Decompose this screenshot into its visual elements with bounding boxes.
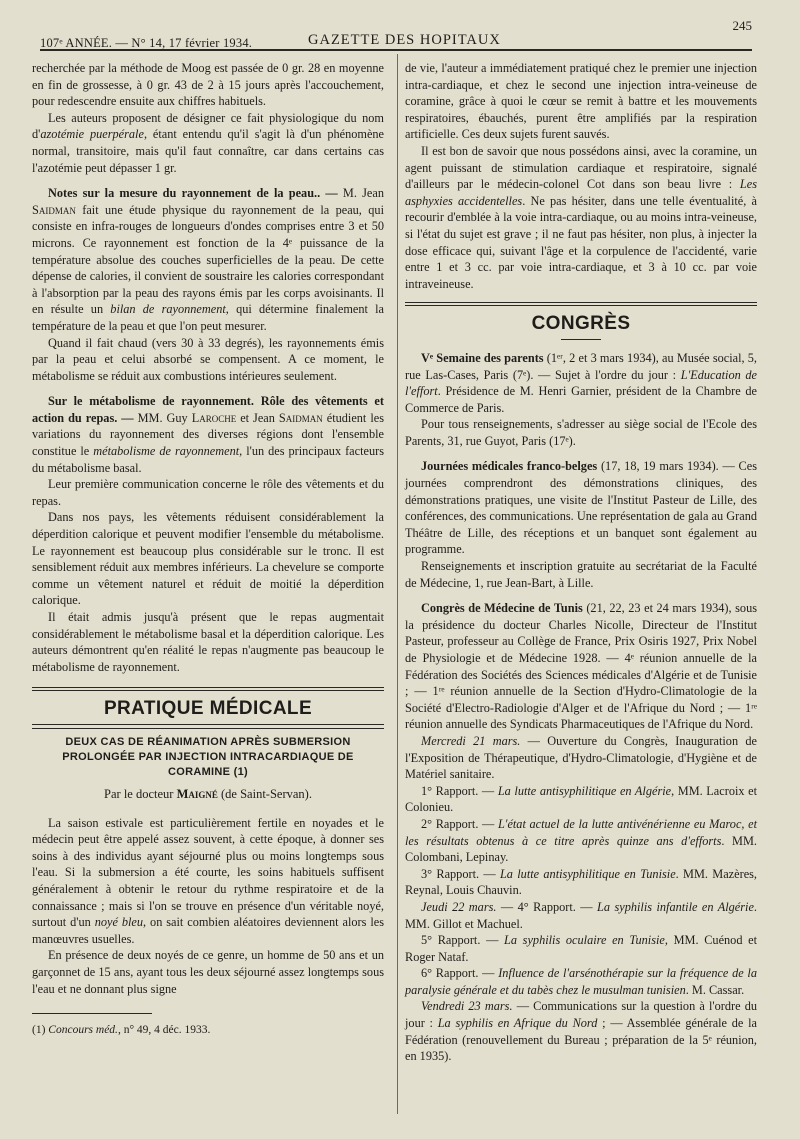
- page-number: 245: [732, 18, 752, 33]
- paragraph: En présence de deux noyés de ce genre, un homme de 50 ans et un garçonnet de 15 ans, ayant tous les deux séjourné assez longtemps sous l'eau et ne donnant plus signe: [32, 948, 384, 996]
- section-rule: [405, 302, 757, 306]
- paragraph: Jeudi 22 mars. — 4° Rapport. — La syphilis infantile en Algérie. MM. Gillot et Machuel.: [405, 899, 757, 931]
- paragraph: Vᵉ Semaine des parents (1ᵉʳ, 2 et 3 mars 1934), au Musée social, 5, rue Las-Cases, Paris (7ᵉ). — Sujet à l'ordre du jour : L'Education de l'effort. Présidence de M. Henri Garnier, président de la Chambre de Commerce de Paris.: [405, 350, 758, 415]
- paragraph: Journées médicales franco-belges (17, 18, 19 mars 1934). — Ces journées comprendront des démonstrations cliniques, des démonstrations pratiques, une visite de l'Institut Pasteur de Lille, des conférences, des communications. Une représentation de gala au Grand Théâtre de Lille, des réceptions et un banquet sont également au programme.: [405, 459, 757, 557]
- paragraph: La saison estivale est particulièrement fertile en noyades et le médecin peut être appelé assez souvent, à cette époque, à donner ses soins à des individus ayant séjourné plus ou moins longtemps sous l'eau. Si la submersion a été courte, les soins habituels suffisent généralement à obtenir le retour du rythme respiratoire et de la connaissance ; mais si l'on se trouve en présence d'un véritable noyé, surtout d'un noyé bleu, on sait combien aléatoires deviennent alors les manœuvres usuelles.: [32, 815, 385, 946]
- paragraph: recherchée par la méthode de Moog est passée de 0 gr. 28 en moyenne en fin de grossesse, à 0 gr. 43 de 2 à 15 jours après l'accouchement, pour redescendre ensuite aux chiffres habituels.: [32, 61, 384, 109]
- paragraph: 2° Rapport. — L'état actuel de la lutte antivénérienne eu Maroc, et les résultats obtenus à ce titre après quinze ans d'efforts. MM. Colombani, Lepinay.: [405, 816, 757, 865]
- short-rule: [561, 339, 601, 340]
- article-title: DEUX CAS DE RÉANIMATION APRÈS SUBMERSION PROLONGÉE PAR INJECTION INTRACARDIAQUE DE CORAMINE (1): [62, 735, 354, 778]
- paragraph: Il était admis jusqu'à présent que le repas augmentait considérablement le métabolisme basal et la déperdition calorique. Les auteurs démontrent qu'en réalité le repas n'augmente pas beaucoup le métabolisme de rayonnement.: [32, 610, 384, 674]
- paragraph: Les auteurs proposent de désigner ce fait physiologique du nom d'azotémie puerpérale, étant entendu qu'il s'agit là d'un phénomène normal, transitoire, mais qu'il faut connaître, car dans certains cas l'azotémie peut dépasser 1 gr.: [32, 110, 385, 175]
- page-header: [40, 14, 752, 54]
- paragraph: 6° Rapport. — Influence de l'arsénothérapie sur la fréquence de la paralysie générale et du tabès chez le musulman tunisien. M. Cassar.: [405, 966, 757, 997]
- paragraph: Renseignements et inscription gratuite au secrétariat de la Faculté de Médecine, 1, rue Jean-Bart, à Lille.: [405, 559, 757, 590]
- paragraph: Leur première communication concerne le rôle des vêtements et du repas.: [32, 477, 384, 508]
- left-column: [32, 60, 384, 1039]
- footnote-rule: [32, 1013, 152, 1014]
- note-heading: Notes sur la mesure du rayonnement de la peau.. —: [48, 186, 338, 201]
- section-title-congres: CONGRÈS: [531, 313, 631, 335]
- paragraph: Pour tous renseignements, s'adresser au siège social de l'Ecole des Parents, 31, rue Guyot, Paris (17ᵉ).: [405, 417, 757, 448]
- paragraph: Notes sur la mesure du rayonnement de la peau.. — M. Jean Saidman fait une étude physique du rayonnement de la peau, qui consiste en infra-rouges de longueurs d'ondes comprises entre 3 et 50 microns. Ce rayonnement est fonction de la 4ᵉ puissance de la température absolue des couches superficielles de la peau. De cette dépense de calories, il convient de soustraire les calories correspondant à l'absorption par la peau des rayons émis par les corps avoisinants. Il en résulte un bilan de rayonnement, qui détermine finalement la température de la peau et que l'on peut mesurer.: [32, 186, 385, 333]
- paragraph: 3° Rapport. — La lutte antisyphilitique en Tunisie. MM. Mazères, Reynal, Louis Chauvin.: [405, 866, 758, 898]
- issue-info: 107ᵉ ANNÉE. — N° 14, 17 février 1934.: [40, 36, 253, 50]
- note-heading: Sur le métabolisme de rayonnement. Rôle des vêtements et action du repas. —: [32, 394, 384, 425]
- paragraph: Il est bon de savoir que nous possédons ainsi, avec la coramine, un agent puissant de stimulation cardiaque et respiratoire, signalé d'ailleurs par le médecin-colonel Cot dans son beau livre : Les asphyxies accidentelles. Ne pas hésiter, dans une telle éventualité, à recourir d'emblée à la voie intra-cardiaque, ou au moins intra-veineuse, si l'état du sujet est grave ; il ne faut pas hésiter, non plus, à injecter la dose efficace qui, suivant l'âge et la corpulence de l'accidenté, varie entre 1 et 3 cc. par voie intra-cardiaque, et 3 à 10 cc. par voie intraveineuse.: [405, 143, 757, 291]
- paragraph: 5° Rapport. — La syphilis oculaire en Tunisie, MM. Cuénod et Roger Nataf.: [405, 933, 758, 964]
- event-heading: Journées médicales franco-belges: [421, 459, 598, 474]
- section-rule: [32, 728, 384, 729]
- journal-title: GAZETTE DES HOPITAUX: [308, 32, 501, 48]
- section-rule: [32, 687, 384, 691]
- paragraph: de vie, l'auteur a immédiatement pratiqué chez le premier une injection intra-cardiaque, et chez le second une injection intra-veineuse de coramine, grâce à quoi le cœur se remit à battre et les mouvements respiratoires, ébauchés, purent être amplifiés par la respiration artificielle. Ces deux sujets furent sauvés.: [405, 61, 757, 142]
- paragraph: Vendredi 23 mars. — Communications sur la question à l'ordre du jour : La syphilis en Afrique du Nord ; — Assemblée générale de la Fédération (renouvellement du Bureau ; préparation de la 5ᵉ réunion, en 1935).: [405, 999, 758, 1064]
- right-column: [405, 60, 757, 1065]
- footnote: (1) Concours méd., n° 49, 4 déc. 1933.: [32, 1024, 211, 1037]
- paragraph: Quand il fait chaud (vers 30 à 33 degrés), les rayonnements émis par la peau et celui absorbé se compensent. A ce moment, le métabolisme se réduit aux combustions intérieures seulement.: [32, 335, 384, 383]
- section-rule: [32, 724, 384, 725]
- header-rule: [40, 49, 752, 51]
- paragraph: Sur le métabolisme de rayonnement. Rôle des vêtements et action du repas. — MM. Guy Laroche et Jean Saidman étudient les variations du rayonnement des diverses régions dont l'ensemble constitue le métabolisme de rayonnement, l'un des principaux facteurs du métabolisme basal.: [32, 394, 385, 475]
- section-title-pratique: PRATIQUE MÉDICALE: [103, 698, 313, 720]
- event-heading: Congrès de Médecine de Tunis: [421, 601, 583, 616]
- paragraph: Dans nos pays, les vêtements réduisent considérablement la déperdition calorique et peuvent modifier l'ensemble du métabolisme. Le rayonnement est beaucoup plus considérable sur le tronc. Il est sensiblement réduit aux membres inférieurs. La chevelure se comporte comme un vêtement naturel et réduit de moitié la déperdition calorique.: [32, 510, 384, 608]
- paragraph: Congrès de Médecine de Tunis (21, 22, 23 et 24 mars 1934), sous la présidence du docteur Charles Nicolle, Directeur de l'Institut Pasteur, professeur au Collège de France, Prix Osiris 1927, Prix Nobel de Physiologie et de Médecine 1928. — 4ᵉ réunion annuelle de la Fédération des Sociétés des Sciences médicales d'Algérie et de Tunisie ; — 1ʳᵉ réunion annuelle de la Section d'Hydro-Climatologie de la Société d'Electro-Radiologie d'Alger et de l'Afrique du Nord ; — 1ʳᵉ réunion annuelle des Syndicats Pharmaceutiques de l'Afrique du Nord.: [405, 601, 758, 732]
- paragraph: 1° Rapport. — La lutte antisyphilitique en Algérie, MM. Lacroix et Colonieu.: [405, 783, 757, 815]
- paragraph: Mercredi 21 mars. — Ouverture du Congrès, Inauguration de l'Exposition de Thérapeutique, d'Hydro-Climatologie, d'Hygiène et de Matériel sanitaire.: [405, 733, 757, 782]
- byline: Par le docteur Maigné (de Saint-Servan).: [104, 786, 312, 801]
- column-divider: [397, 54, 398, 1114]
- event-heading: Vᵉ Semaine des parents: [421, 350, 544, 365]
